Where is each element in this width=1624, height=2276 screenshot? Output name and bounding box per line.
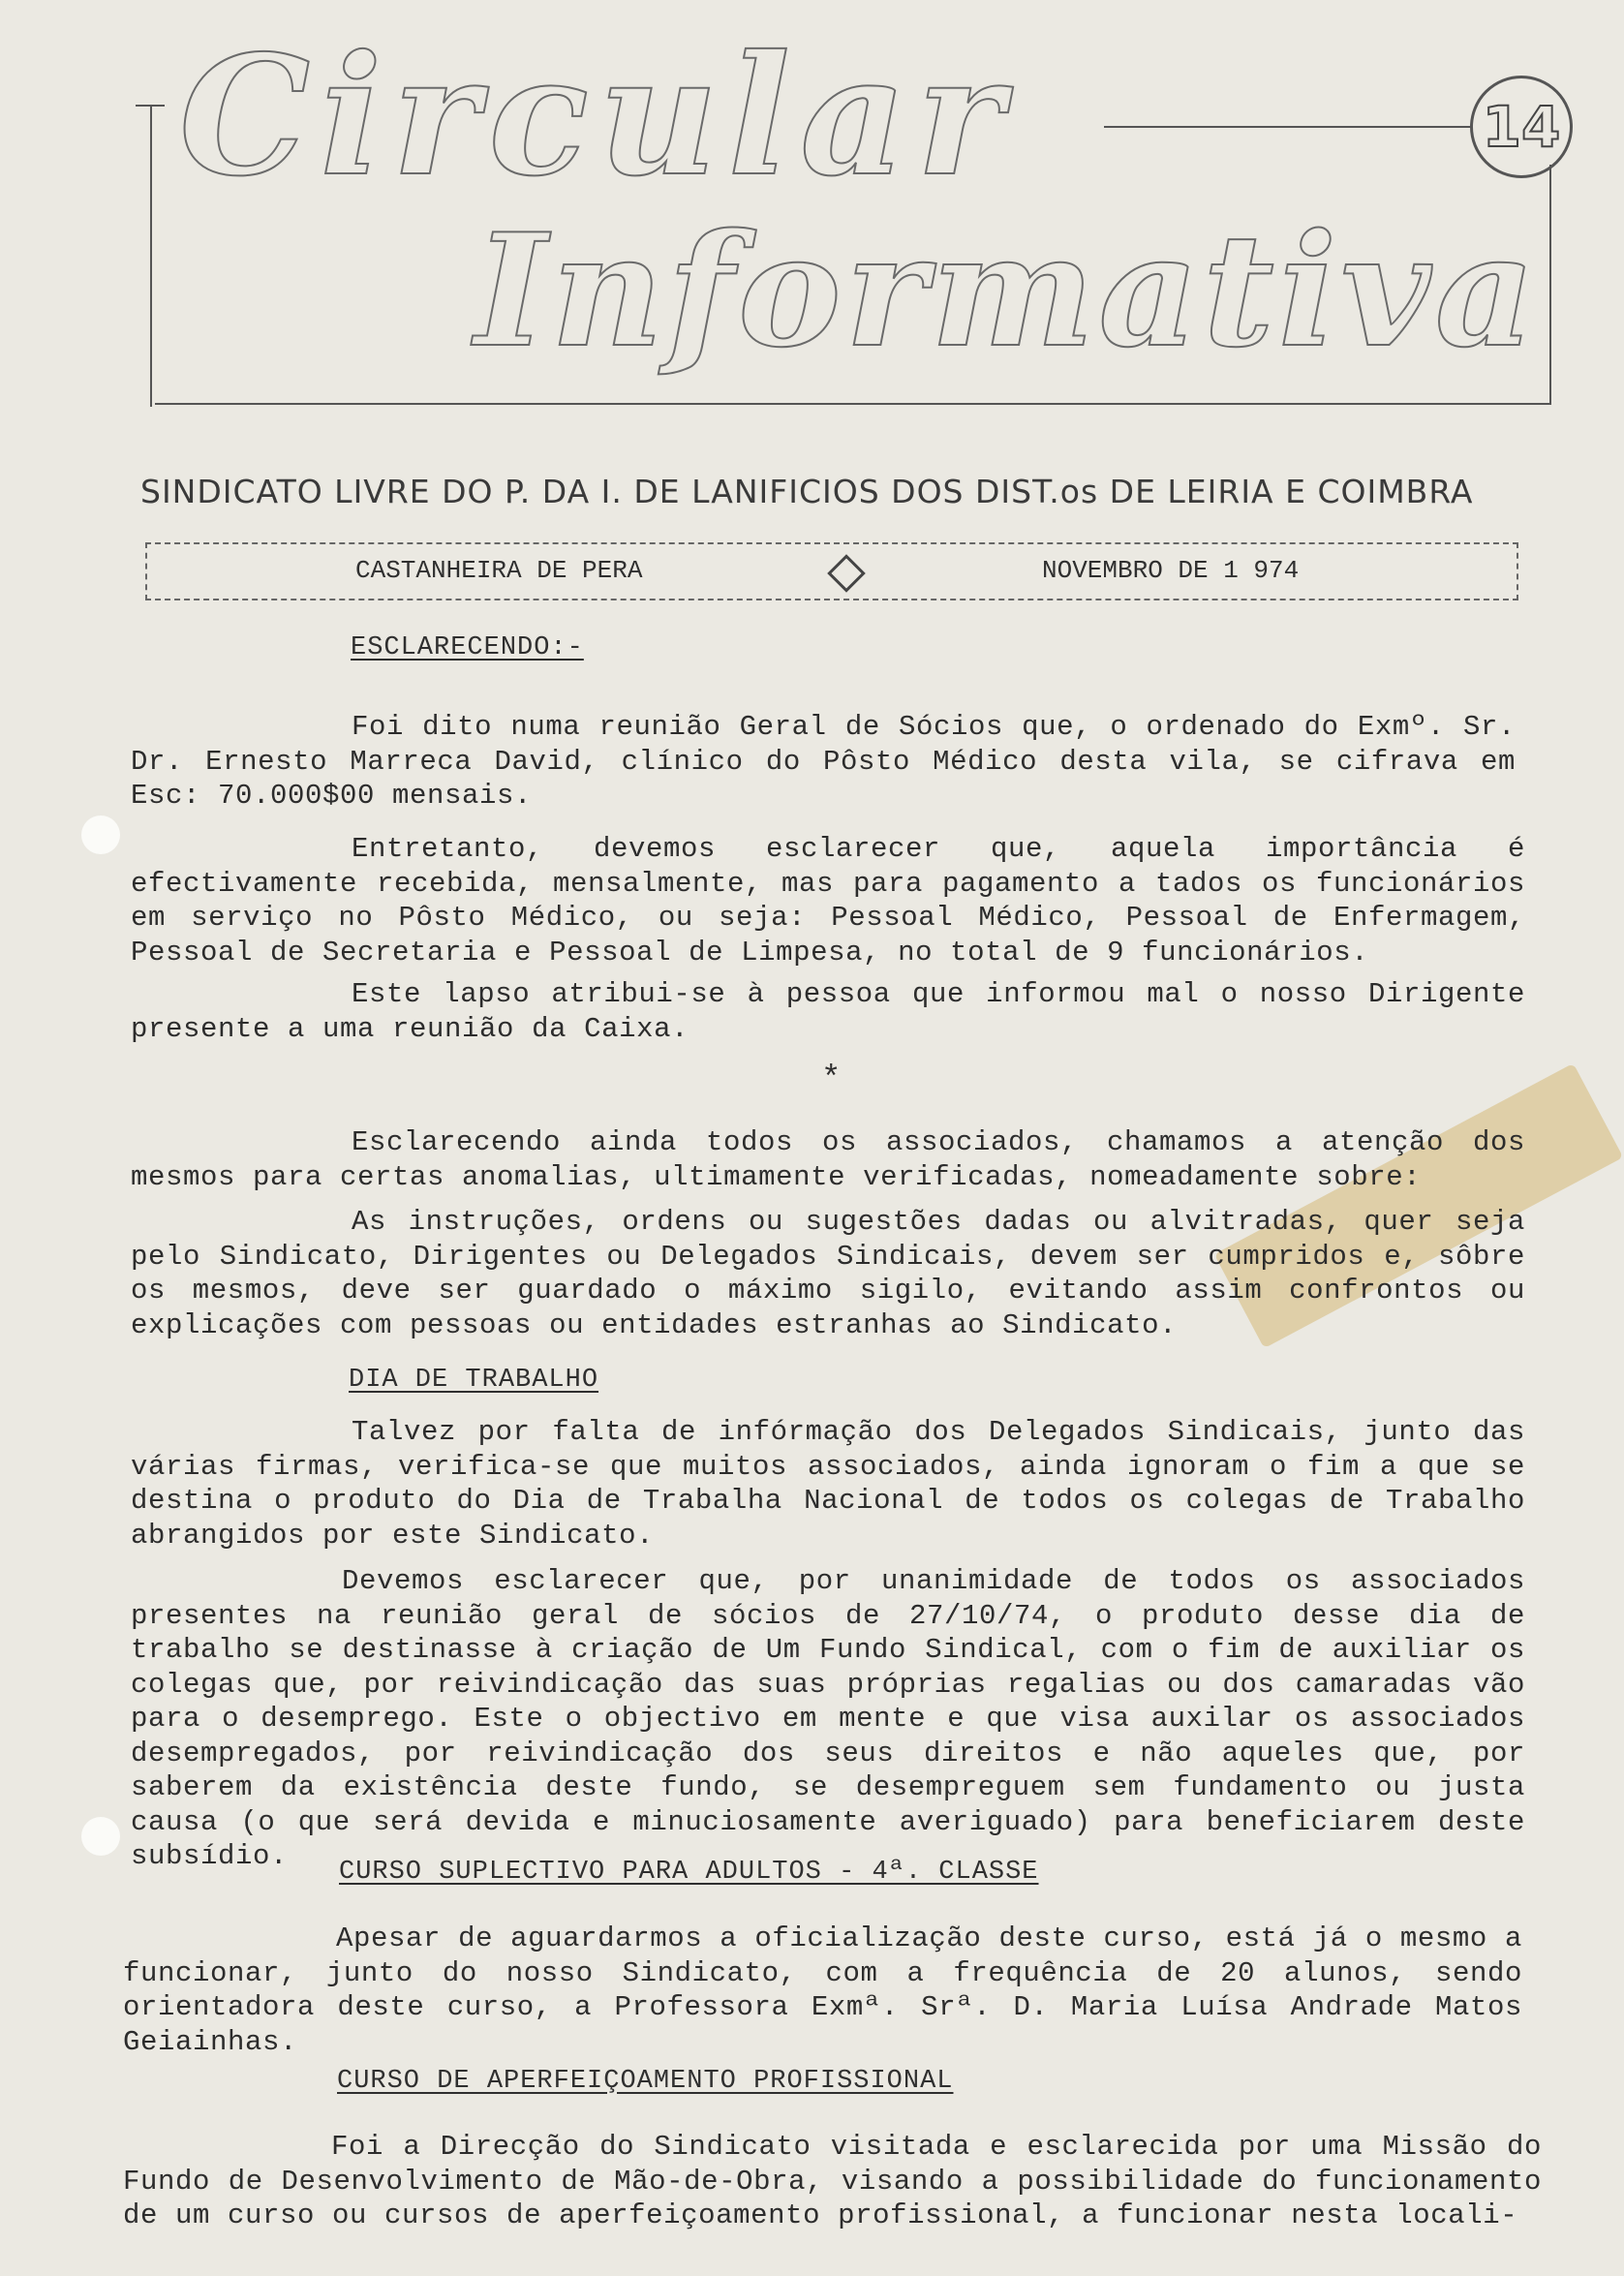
diamond-ornament-icon: [827, 554, 866, 593]
heading-curso-suplectivo: CURSO SUPLECTIVO PARA ADULTOS - 4ª. CLASSE: [339, 1858, 1039, 1887]
masthead-rule-left: [150, 107, 152, 407]
paragraph: Este lapso atribui-se à pessoa que informou mal o nosso Dirigente presente a uma reunião da Caixa.: [131, 978, 1525, 1045]
union-name: SINDICATO LIVRE DO P. DA I. DE LANIFICIOS DOS DIST.os DE LEIRIA E COIMBRA: [140, 473, 1474, 510]
masthead-title-line1: Circular: [179, 19, 1013, 213]
punch-hole-upper: [81, 815, 120, 854]
issue-date: NOVEMBRO DE 1 974: [1042, 556, 1300, 585]
paragraph: Foi dito numa reunião Geral de Sócios que, o ordenado do Exmº. Sr. Dr. Ernesto Marreca David, clínico do Pôsto Médico desta vila, se cifrava em Esc: 70.000$00 mensais.: [131, 711, 1516, 812]
location-date-bar: [145, 542, 1518, 600]
heading-esclarecendo: ESCLARECENDO:-: [351, 633, 584, 662]
paragraph: As instruções, ordens ou sugestões dadas ou alvitradas, quer seja pelo Sindicato, Dirigentes ou Delegados Sindicais, devem ser cumpridos e, sôbre os mesmos, deve ser guardado o máximo sigilo, evitando assim confrontos ou explicações com pessoas ou entidades estranhas ao Sindicato.: [131, 1206, 1525, 1341]
paragraph: Esclarecendo ainda todos os associados, chamamos a atenção dos mesmos para certas anomalias, ultimamente verificadas, nomeadamente sobre:: [131, 1126, 1525, 1193]
paragraph: Foi a Direcção do Sindicato visitada e esclarecida por uma Missão do Fundo de Desenvolvimento de Mão-de-Obra, visando a possibilidade do funcionamento de um curso ou cursos de aperfeiçoamento profissional, a funcionar nesta locali-: [123, 2131, 1542, 2231]
masthead: [136, 19, 1588, 446]
paragraph: Devemos esclarecer que, por unanimidade de todos os associados presentes na reunião geral de sócios de 27/10/74, o produto desse dia de trabalho se destinasse à criação de Um Fundo Sindical, com o fim de auxiliar os colegas que, por reivindicação das suas próprias regalias ou dos camaradas vão para o desemprego. Este o objectivo em mente e que visa auxilar os associados desempregados, por reivindicação dos seus direitos e não aqueles que, por saberem da existência deste fundo, se desempreguem sem fundamento ou justa causa (o que será devida e minuciosamente averiguado) para beneficiarem deste subsídio.: [131, 1565, 1525, 1872]
issue-number-badge: 14: [1470, 76, 1573, 178]
paragraph: Entretanto, devemos esclarecer que, aquela importância é efectivamente recebida, mensalmente, mas para pagamento a tados os funcionários em serviço no Pôsto Médico, ou seja: Pessoal Médico, Pessoal de Enfermagem, Pessoal de Secretaria e Pessoal de Limpesa, no total de 9 funcionários.: [131, 833, 1525, 969]
masthead-rule-bottom: [155, 403, 1549, 405]
heading-curso-aperfeicoamento: CURSO DE APERFEIÇOAMENTO PROFISSIONAL: [337, 2067, 954, 2096]
heading-dia-de-trabalho: DIA DE TRABALHO: [349, 1366, 599, 1395]
masthead-title-line2: Informativa: [475, 200, 1540, 382]
paragraph: Talvez por falta de infórmação dos Delegados Sindicais, junto das várias firmas, verifica-se que muitos associados, ainda ignoram o fim a que se destina o produto do Dia de Trabalha Nacional de todos os colegas de Trabalho abrangidos por este Sindicato.: [131, 1416, 1525, 1552]
paragraph: Apesar de aguardarmos a oficialização deste curso, está já o mesmo a funcionar, junto do nosso Sindicato, com a frequência de 20 alunos, sendo orientadora deste curso, a Professora Exmª. Srª. D. Maria Luísa Andrade Matos Geiainhas.: [123, 1922, 1522, 2058]
masthead-rule-right: [1549, 165, 1551, 405]
masthead-rule-top-right: [1104, 126, 1472, 128]
punch-hole-lower: [81, 1817, 120, 1856]
asterisk-separator: *: [821, 1061, 842, 1098]
location-place: CASTANHEIRA DE PERA: [355, 556, 643, 585]
